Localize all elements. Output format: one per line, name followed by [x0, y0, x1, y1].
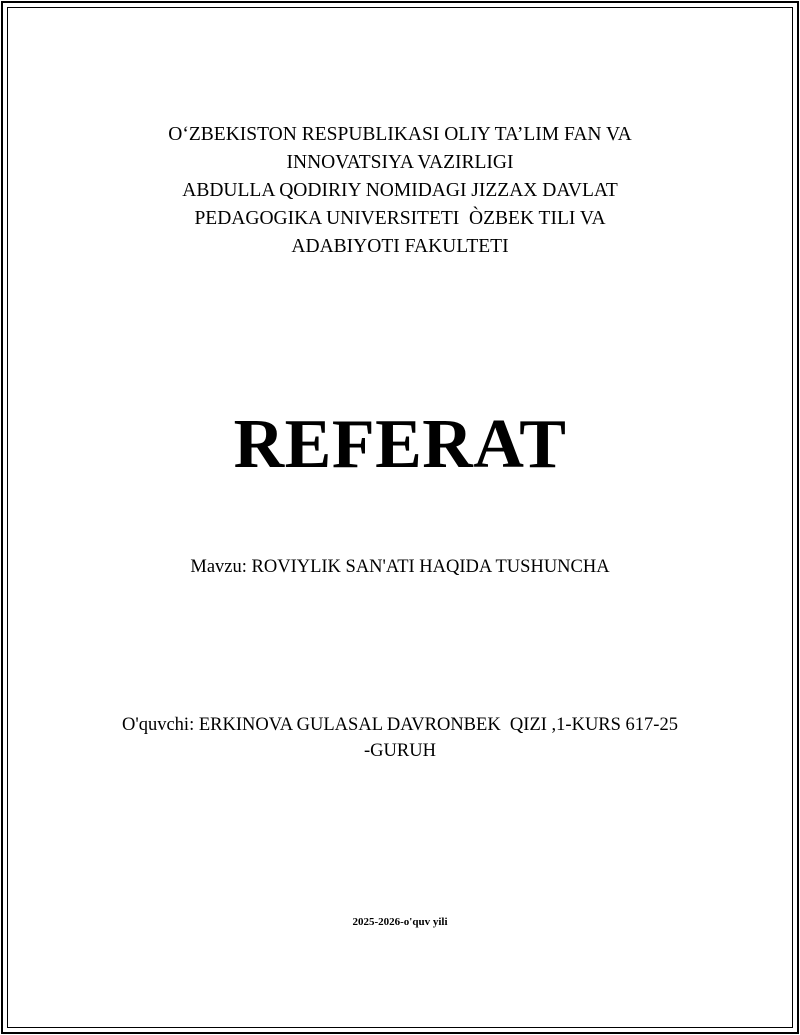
student-info — [0, 712, 800, 764]
header-line: INNOVATSIYA VAZIRLIGI — [286, 152, 514, 173]
academic-year: 2025-2026-o'quv yili — [352, 916, 448, 928]
institution-header — [0, 121, 800, 261]
header-line: ABDULLA QODIRIY NOMIDAGI JIZZAX DAVLAT — [182, 180, 618, 201]
header-line: O‘ZBEKISTON RESPUBLIKASI OLIY TA’LIM FAN VA — [168, 124, 632, 145]
student-line: -GURUH — [364, 741, 436, 761]
header-line: PEDAGOGIKA UNIVERSITETI ÒZBEK TILI VA — [194, 208, 606, 229]
student-line: O'quvchi: ERKINOVA GULASAL DAVRONBEK QIZI ,1-KURS 617-25 — [122, 715, 678, 735]
document-title: REFERAT — [233, 406, 567, 483]
topic-line: Mavzu: ROVIYLIK SAN'ATI HAQIDA TUSHUNCHA — [190, 557, 610, 577]
header-line: ADABIYOTI FAKULTETI — [291, 236, 509, 257]
